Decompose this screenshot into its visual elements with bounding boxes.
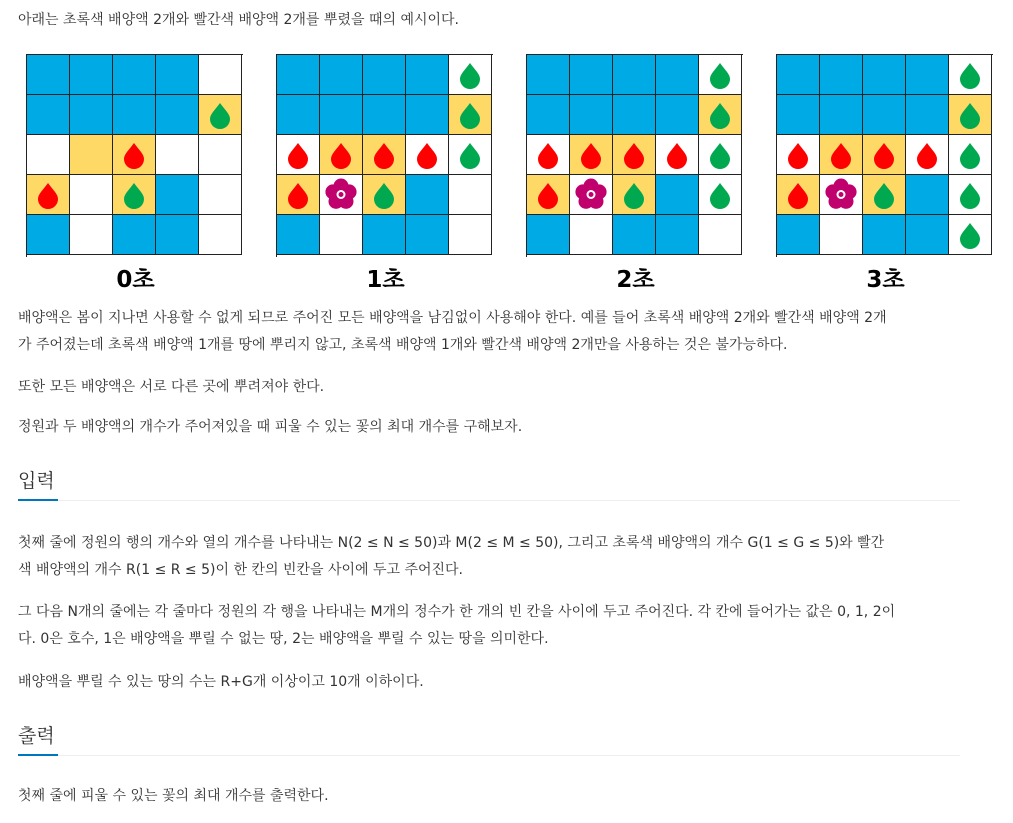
flower-icon (320, 175, 362, 214)
green-drop-icon (863, 175, 905, 214)
garden-cell (199, 175, 242, 215)
garden-cell (699, 215, 742, 255)
green-drop-icon (613, 175, 655, 214)
flower-icon (570, 175, 612, 214)
garden-cell (70, 175, 113, 215)
figure-time-label: 2초 (616, 267, 655, 293)
green-drop-icon (949, 135, 991, 174)
green-drop-icon (449, 55, 491, 94)
garden-cell (656, 175, 699, 215)
garden-cell (656, 55, 699, 95)
garden-cell (277, 215, 320, 255)
garden-cell (906, 215, 949, 255)
output-paragraph-1: 첫째 줄에 피울 수 있는 꽃의 최대 개수를 출력한다. (18, 788, 329, 804)
garden-cell (449, 55, 492, 95)
garden-cell (613, 175, 656, 215)
input-heading-rule (18, 500, 960, 501)
output-heading-underline (18, 754, 58, 756)
garden-cell (820, 215, 863, 255)
garden-cell (527, 175, 570, 215)
garden-cell (777, 55, 820, 95)
garden-cell (406, 175, 449, 215)
green-drop-icon (949, 55, 991, 94)
garden-cell (613, 135, 656, 175)
red-drop-icon (27, 175, 69, 214)
flower-icon (820, 175, 862, 214)
garden-cell (906, 135, 949, 175)
green-drop-icon (949, 95, 991, 134)
garden-cell (699, 55, 742, 95)
garden-cell (113, 55, 156, 95)
red-drop-icon (777, 175, 819, 214)
garden-cell (863, 95, 906, 135)
green-drop-icon (449, 135, 491, 174)
garden-cell (449, 135, 492, 175)
green-drop-icon (949, 215, 991, 254)
green-drop-icon (113, 175, 155, 214)
red-drop-icon (527, 175, 569, 214)
garden-cell (527, 55, 570, 95)
red-drop-icon (406, 135, 448, 174)
garden-cell (70, 215, 113, 255)
garden-cell (863, 55, 906, 95)
green-drop-icon (949, 175, 991, 214)
garden-cell (27, 95, 70, 135)
garden-cell (320, 95, 363, 135)
red-drop-icon (906, 135, 948, 174)
red-drop-icon (527, 135, 569, 174)
garden-cell (156, 55, 199, 95)
body-paragraph-2: 또한 모든 배양액은 서로 다른 곳에 뿌려져야 한다. (18, 379, 325, 395)
garden-cell (156, 135, 199, 175)
red-drop-icon (613, 135, 655, 174)
garden-cell (27, 175, 70, 215)
garden-cell (820, 175, 863, 215)
input-paragraph-2: 그 다음 N개의 줄에는 각 줄마다 정원의 각 행을 나타내는 M개의 정수가 한 개의 빈 칸을 사이에 두고 주어진다. 각 칸에 들어가는 값은 0, 1, 2이 다. 0은 호수, 1은 배양액을 뿌릴 수 없는 땅, 2는 배양액을 뿌릴 수 있는 땅을 의미한다. (18, 604, 896, 647)
garden-cell (70, 135, 113, 175)
garden-cell (70, 55, 113, 95)
garden-cell (863, 175, 906, 215)
red-drop-icon (363, 135, 405, 174)
garden-cell (613, 55, 656, 95)
input-heading-underline (18, 499, 58, 501)
red-drop-icon (277, 135, 319, 174)
red-drop-icon (277, 175, 319, 214)
garden-cell (113, 215, 156, 255)
garden-cell (113, 135, 156, 175)
garden-cell (570, 55, 613, 95)
input-paragraph-1: 첫째 줄에 정원의 행의 개수와 열의 개수를 나타내는 N(2 ≤ N ≤ 50)과 M(2 ≤ M ≤ 50), 그리고 초록색 배양액의 개수 G(1 ≤ G ≤ 5)와 빨간 색 배양액의 개수 R(1 ≤ R ≤ 5)이 한 칸의 빈칸을 사이에 두고 주어진다. (18, 535, 885, 578)
garden-cell (363, 135, 406, 175)
green-drop-icon (199, 95, 241, 134)
garden-cell (156, 175, 199, 215)
garden-cell (656, 95, 699, 135)
garden-cell (406, 135, 449, 175)
red-drop-icon (113, 135, 155, 174)
garden-cell (363, 95, 406, 135)
garden-cell (199, 95, 242, 135)
garden-cell (777, 175, 820, 215)
garden-cell (863, 215, 906, 255)
red-drop-icon (820, 135, 862, 174)
garden-cell (320, 135, 363, 175)
garden-cell (820, 95, 863, 135)
input-heading: 입력 (18, 470, 55, 492)
red-drop-icon (863, 135, 905, 174)
garden-figure (26, 54, 245, 293)
body-paragraph-3: 정원과 두 배양액의 개수가 주어져있을 때 피울 수 있는 꽃의 최대 개수를 구해보자. (18, 419, 523, 435)
garden-cell (699, 95, 742, 135)
garden-cell (949, 135, 992, 175)
garden-cell (320, 215, 363, 255)
red-drop-icon (656, 135, 698, 174)
garden-cell (777, 215, 820, 255)
garden-cell (156, 215, 199, 255)
garden-cell (949, 215, 992, 255)
garden-cell (363, 215, 406, 255)
garden-cell (527, 135, 570, 175)
green-drop-icon (699, 175, 741, 214)
garden-cell (449, 95, 492, 135)
garden-cell (27, 55, 70, 95)
figure-time-label: 1초 (366, 267, 405, 293)
garden-cell (699, 175, 742, 215)
intro-text: 아래는 초록색 배양액 2개와 빨간색 배양액 2개를 뿌렸을 때의 예시이다. (18, 12, 459, 28)
garden-cell (406, 95, 449, 135)
garden-cell (570, 95, 613, 135)
garden-cell (363, 55, 406, 95)
garden-cell (527, 95, 570, 135)
garden-grid (526, 54, 743, 257)
output-heading-rule (18, 755, 960, 756)
garden-cell (699, 135, 742, 175)
garden-cell (570, 175, 613, 215)
garden-cell (863, 135, 906, 175)
garden-cell (570, 135, 613, 175)
garden-cell (949, 95, 992, 135)
garden-cell (277, 55, 320, 95)
output-heading: 출력 (18, 725, 55, 747)
garden-figure (526, 54, 745, 293)
garden-cell (777, 95, 820, 135)
garden-cell (449, 175, 492, 215)
garden-cell (320, 55, 363, 95)
garden-cell (199, 215, 242, 255)
garden-cell (906, 95, 949, 135)
garden-cell (277, 175, 320, 215)
garden-cell (949, 55, 992, 95)
red-drop-icon (320, 135, 362, 174)
garden-grid (276, 54, 493, 257)
garden-cell (320, 175, 363, 215)
garden-cell (906, 175, 949, 215)
garden-cell (27, 135, 70, 175)
garden-cell (656, 135, 699, 175)
garden-cell (199, 135, 242, 175)
garden-figure (776, 54, 995, 293)
figure-time-label: 0초 (116, 267, 155, 293)
garden-grid (776, 54, 993, 257)
red-drop-icon (777, 135, 819, 174)
input-paragraph-3: 배양액을 뿌릴 수 있는 땅의 수는 R+G개 이상이고 10개 이하이다. (18, 674, 424, 690)
garden-cell (613, 95, 656, 135)
body-paragraph-1: 배양액은 봄이 지나면 사용할 수 없게 되므로 주어진 모든 배양액을 남김없이 사용해야 한다. 예를 들어 초록색 배양액 2개와 빨간색 배양액 2개 가 주어졌는데 초록색 배양액 1개를 땅에 뿌리지 않고, 초록색 배양액 1개와 빨간색 배양액 2개만을 사용하는 것은 불가능하다. (18, 310, 887, 353)
garden-cell (277, 135, 320, 175)
garden-cell (820, 135, 863, 175)
garden-cell (613, 215, 656, 255)
garden-cell (113, 175, 156, 215)
garden-figure (276, 54, 495, 293)
garden-cell (199, 55, 242, 95)
garden-cell (949, 175, 992, 215)
garden-cell (449, 215, 492, 255)
green-drop-icon (449, 95, 491, 134)
garden-cell (570, 215, 613, 255)
garden-cell (277, 95, 320, 135)
garden-cell (156, 95, 199, 135)
garden-cell (27, 215, 70, 255)
figure-time-label: 3초 (866, 267, 905, 293)
green-drop-icon (699, 135, 741, 174)
garden-cell (406, 215, 449, 255)
garden-cell (363, 175, 406, 215)
garden-cell (70, 95, 113, 135)
garden-cell (656, 215, 699, 255)
garden-cell (113, 95, 156, 135)
red-drop-icon (570, 135, 612, 174)
green-drop-icon (699, 55, 741, 94)
garden-grid (26, 54, 243, 257)
garden-cell (777, 135, 820, 175)
garden-cell (406, 55, 449, 95)
green-drop-icon (699, 95, 741, 134)
green-drop-icon (363, 175, 405, 214)
garden-cell (820, 55, 863, 95)
garden-cell (906, 55, 949, 95)
garden-cell (527, 215, 570, 255)
